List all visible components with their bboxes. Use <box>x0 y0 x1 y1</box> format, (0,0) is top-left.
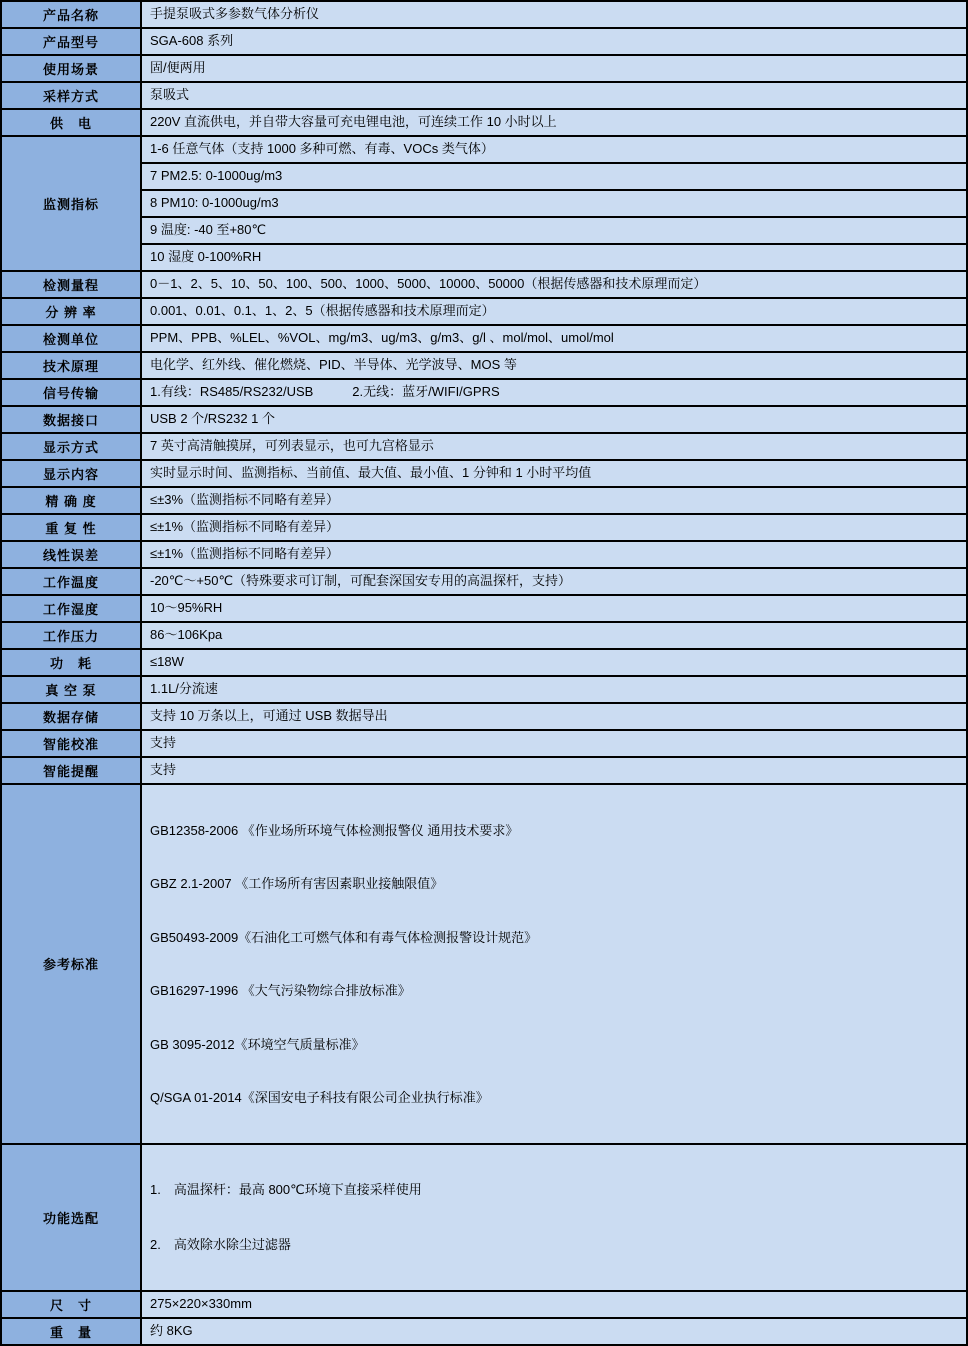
spec-row-smart-reminder <box>1 757 967 784</box>
spec-label: 工作湿度 <box>1 595 141 622</box>
spec-label: 线性误差 <box>1 541 141 568</box>
spec-value: USB 2 个/RS232 1 个 <box>141 406 967 433</box>
spec-label: 显示内容 <box>1 460 141 487</box>
spec-label: 数据存储 <box>1 703 141 730</box>
spec-label: 分 辨 率 <box>1 298 141 325</box>
standard-line: GB12358-2006 《作业场所环境气体检测报警仪 通用技术要求》 <box>150 822 519 838</box>
spec-value: 275×220×330mm <box>141 1291 967 1318</box>
spec-value: 220V 直流供电，并自带大容量可充电锂电池，可连续工作 10 小时以上 <box>141 109 967 136</box>
spec-value: 支持 <box>141 730 967 757</box>
spec-value: 0.001、0.01、0.1、1、2、5（根据传感器和技术原理而定） <box>141 298 967 325</box>
standard-line: GB16297-1996 《大气污染物综合排放标准》 <box>150 983 411 998</box>
spec-row-product-model <box>1 28 967 55</box>
spec-label: 使用场景 <box>1 55 141 82</box>
spec-row-working-temperature <box>1 568 967 595</box>
spec-value: 支持 <box>141 757 967 784</box>
spec-value: 1.1L/分流速 <box>141 676 967 703</box>
spec-label: 显示方式 <box>1 433 141 460</box>
spec-row-usage-scene <box>1 55 967 82</box>
spec-row-detection-unit <box>1 325 967 352</box>
spec-row-linearity-error <box>1 541 967 568</box>
spec-row-reference-standards <box>1 784 967 1144</box>
spec-label: 信号传输 <box>1 379 141 406</box>
spec-row-power-supply <box>1 109 967 136</box>
spec-label: 工作温度 <box>1 568 141 595</box>
spec-row-data-storage <box>1 703 967 730</box>
spec-label: 尺 寸 <box>1 1291 141 1318</box>
spec-row-optional-functions <box>1 1144 967 1292</box>
spec-value: 10～95%RH <box>141 595 967 622</box>
spec-value: 手提泵吸式多参数气体分析仪 <box>141 1 967 28</box>
spec-value: 9 温度: -40 至+80℃ <box>141 217 967 244</box>
spec-value: 1.有线：RS485/RS232/USB 2.无线：蓝牙/WIFI/GPRS <box>141 379 967 406</box>
spec-label: 技术原理 <box>1 352 141 379</box>
spec-row-smart-calibration <box>1 730 967 757</box>
spec-row-display-mode <box>1 433 967 460</box>
spec-row-monitor-indicator <box>1 244 967 271</box>
spec-row-working-pressure <box>1 622 967 649</box>
spec-label: 真 空 泵 <box>1 676 141 703</box>
standard-line: GBZ 2.1-2007 《工作场所有害因素职业接触限值》 <box>150 876 444 891</box>
spec-label: 产品型号 <box>1 28 141 55</box>
spec-label: 产品名称 <box>1 1 141 28</box>
spec-row-monitor-indicator <box>1 136 967 163</box>
spec-row-sampling-method <box>1 82 967 109</box>
spec-value: 7 PM2.5: 0-1000ug/m3 <box>141 163 967 190</box>
spec-value: SGA-608 系列 <box>141 28 967 55</box>
standard-line: Q/SGA 01-2014《深国安电子科技有限公司企业执行标准》 <box>150 1090 489 1105</box>
spec-value: 支持 10 万条以上，可通过 USB 数据导出 <box>141 703 967 730</box>
spec-value: 泵吸式 <box>141 82 967 109</box>
spec-value-options <box>141 1144 967 1292</box>
spec-value: 10 湿度 0-100%RH <box>141 244 967 271</box>
spec-label: 重 量 <box>1 1318 141 1345</box>
spec-label-monitor: 监测指标 <box>1 136 141 271</box>
spec-label: 工作压力 <box>1 622 141 649</box>
spec-label: 功 耗 <box>1 649 141 676</box>
standard-line: GB50493-2009《石油化工可燃气体和有毒气体检测报警设计规范》 <box>150 929 538 945</box>
spec-row-technical-principle <box>1 352 967 379</box>
spec-row-data-interface <box>1 406 967 433</box>
spec-value: 7 英寸高清触摸屏，可列表显示，也可九宫格显示 <box>141 433 967 460</box>
spec-value: 86～106Kpa <box>141 622 967 649</box>
spec-row-accuracy <box>1 487 967 514</box>
spec-row-display-content <box>1 460 967 487</box>
spec-label-standards: 参考标准 <box>1 784 141 1144</box>
spec-label: 采样方式 <box>1 82 141 109</box>
spec-label: 检测单位 <box>1 325 141 352</box>
spec-value: 0－1、2、5、10、50、100、500、1000、5000、10000、50000（根据传感器和技术原理而定） <box>141 271 967 298</box>
spec-label: 重 复 性 <box>1 514 141 541</box>
spec-row-signal-transmission <box>1 379 967 406</box>
spec-label: 智能校准 <box>1 730 141 757</box>
spec-label: 供 电 <box>1 109 141 136</box>
spec-label: 精 确 度 <box>1 487 141 514</box>
spec-label: 检测量程 <box>1 271 141 298</box>
spec-value: 固/便两用 <box>141 55 967 82</box>
option-line: 1. 高温探杆：最高 800℃环境下直接采样使用 <box>150 1182 422 1197</box>
standard-line: GB 3095-2012《环境空气质量标准》 <box>150 1036 365 1052</box>
spec-row-product-name <box>1 1 967 28</box>
spec-row-repeatability <box>1 514 967 541</box>
spec-row-monitor-indicator <box>1 163 967 190</box>
spec-label-options: 功能选配 <box>1 1144 141 1292</box>
spec-value: 电化学、红外线、催化燃烧、PID、半导体、光学波导、MOS 等 <box>141 352 967 379</box>
spec-label: 智能提醒 <box>1 757 141 784</box>
spec-row-weight <box>1 1318 967 1345</box>
spec-row-vacuum-pump <box>1 676 967 703</box>
spec-value: -20℃～+50℃（特殊要求可订制，可配套深国安专用的高温探杆，支持） <box>141 568 967 595</box>
spec-row-monitor-indicator <box>1 190 967 217</box>
spec-value: PPM、PPB、%LEL、%VOL、mg/m3、ug/m3、g/m3、g/l 、mol/mol、umol/mol <box>141 325 967 352</box>
spec-value: ≤±1%（监测指标不同略有差异） <box>141 514 967 541</box>
spec-row-monitor-indicator <box>1 217 967 244</box>
spec-label: 数据接口 <box>1 406 141 433</box>
spec-row-working-humidity <box>1 595 967 622</box>
spec-value: 1-6 任意气体（支持 1000 多种可燃、有毒、VOCs 类气体） <box>141 136 967 163</box>
spec-value: ≤18W <box>141 649 967 676</box>
spec-value-standards <box>141 784 967 1144</box>
spec-row-detection-range <box>1 271 967 298</box>
spec-value: 8 PM10: 0-1000ug/m3 <box>141 190 967 217</box>
spec-value: 约 8KG <box>141 1318 967 1345</box>
spec-value: ≤±3%（监测指标不同略有差异） <box>141 487 967 514</box>
spec-value: 实时显示时间、监测指标、当前值、最大值、最小值、1 分钟和 1 小时平均值 <box>141 460 967 487</box>
spec-row-resolution <box>1 298 967 325</box>
spec-value: ≤±1%（监测指标不同略有差异） <box>141 541 967 568</box>
spec-row-dimensions <box>1 1291 967 1318</box>
spec-row-power-consumption <box>1 649 967 676</box>
option-line: 2. 高效除水除尘过滤器 <box>150 1236 291 1252</box>
